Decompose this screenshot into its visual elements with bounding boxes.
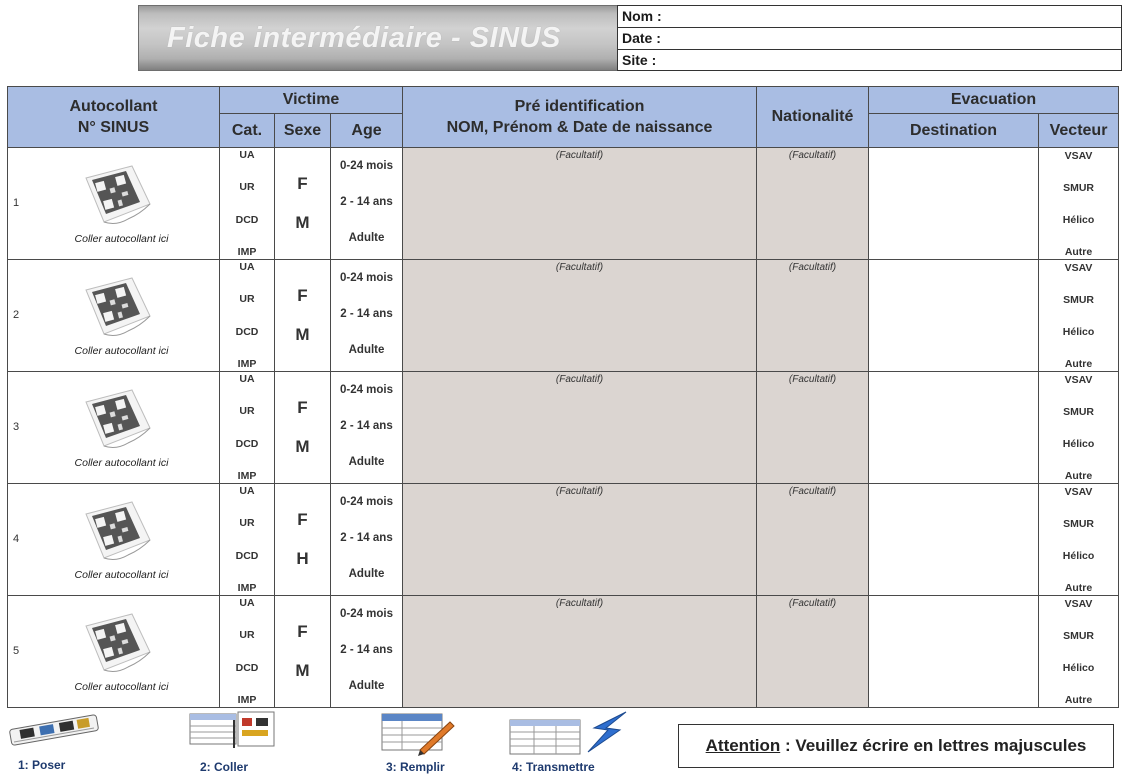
sticker-area[interactable] [24,484,219,594]
age-option[interactable]: Adulte [348,568,385,580]
destination-field[interactable] [869,484,1039,596]
nationalite-facultatif: (Facultatif) [788,598,837,609]
transmit-form-icon [508,710,632,756]
header-autocollant-line1: Autocollant [69,98,158,115]
nom-row[interactable] [618,6,1121,28]
cat-cell [220,372,275,484]
qr-sticker-icon [80,612,154,674]
vecteur-cell [1039,372,1119,484]
cat-option[interactable]: UA [239,373,255,385]
preid-field[interactable] [403,260,757,372]
age-option[interactable]: 2 - 14 ans [340,308,393,320]
cat-option[interactable]: DCD [235,325,259,338]
preid-facultatif: (Facultatif) [555,262,604,273]
preid-field[interactable] [403,596,757,708]
cat-option[interactable]: IMP [237,693,257,706]
sticker-area[interactable] [24,260,219,370]
sexe-option[interactable]: H [296,548,309,568]
nationalite-field[interactable] [757,148,869,260]
age-cell [331,372,403,484]
header-age: Age [331,114,403,148]
nationalite-facultatif: (Facultatif) [788,150,837,161]
row-number: 4 [12,533,20,545]
sticker-cell[interactable] [8,596,220,708]
cat-option[interactable]: UR [239,293,255,306]
sexe-cell [275,260,331,372]
cat-cell [220,260,275,372]
row-number: 3 [12,421,20,433]
sticker-area[interactable] [24,148,219,258]
nationalite-facultatif: (Facultatif) [788,374,837,385]
cat-option[interactable]: UR [239,181,255,194]
age-option[interactable]: 0-24 mois [339,384,394,396]
row-number: 1 [12,197,20,209]
header-autocollant-line2: N° SINUS [77,119,150,136]
cat-option[interactable]: UA [239,149,255,161]
cat-option[interactable]: DCD [235,213,259,226]
qr-sticker-icon [80,276,154,338]
preid-facultatif: (Facultatif) [555,486,604,497]
qr-sticker-icon [80,388,154,450]
header-nationalite: Nationalité [757,87,869,148]
sexe-option[interactable]: M [295,324,310,344]
age-option[interactable]: Adulte [348,680,385,692]
preid-field[interactable] [403,148,757,260]
cat-option[interactable]: UA [239,597,255,609]
sticker-caption: Coller autocollant ici [74,681,169,693]
row-number: 5 [12,645,20,657]
victims-table [7,86,1119,708]
step-poser [6,708,106,782]
row-number: 2 [12,309,20,321]
sexe-option[interactable]: F [297,397,308,417]
vecteur-cell [1039,148,1119,260]
vecteur-cell [1039,596,1119,708]
nom-field[interactable] [682,6,1121,27]
preid-field[interactable] [403,484,757,596]
step-coller [186,708,286,782]
preid-facultatif: (Facultatif) [555,598,604,609]
vecteur-option[interactable]: SMUR [1063,630,1094,642]
site-row[interactable] [618,50,1121,72]
form-title: Fiche intermédiaire - SINUS [167,22,561,54]
age-cell [331,484,403,596]
preid-field[interactable] [403,372,757,484]
cat-cell [220,148,275,260]
vecteur-option[interactable]: Autre [1064,694,1093,706]
preid-facultatif: (Facultatif) [555,150,604,161]
age-option[interactable]: 0-24 mois [339,496,394,508]
vecteur-option[interactable]: SMUR [1063,518,1094,530]
table-row [8,372,1119,484]
cat-cell [220,596,275,708]
vecteur-option[interactable]: SMUR [1063,294,1094,306]
pencil-form-icon [380,712,456,756]
destination-field[interactable] [869,148,1039,260]
date-field[interactable] [682,28,1121,49]
cat-option[interactable]: IMP [237,581,257,594]
sticker-caption: Coller autocollant ici [74,345,169,357]
step-remplir-label: 3: Remplir [386,760,445,774]
step-poser-label: 1: Poser [18,758,66,772]
nationalite-facultatif: (Facultatif) [788,262,837,273]
sexe-option[interactable]: M [295,660,310,680]
step-transmettre [508,708,634,782]
age-option[interactable]: Adulte [348,232,385,244]
site-label: Site : [622,52,657,68]
table-row [8,148,1119,260]
vecteur-option[interactable]: Hélico [1062,214,1095,226]
step-coller-label: 2: Coller [200,760,249,774]
sexe-option[interactable]: F [297,509,308,529]
vecteur-cell [1039,484,1119,596]
sexe-cell [275,148,331,260]
header-preid [403,87,757,148]
cat-option[interactable]: UR [239,405,255,418]
form-sticker-icon [188,710,280,754]
site-field[interactable] [682,50,1121,72]
cat-option[interactable]: DCD [235,437,259,450]
sexe-option[interactable]: M [295,436,310,456]
sexe-cell [275,596,331,708]
title-banner [138,5,618,71]
cat-option[interactable]: DCD [235,549,259,562]
cat-option[interactable]: UA [239,485,255,497]
age-option[interactable]: 2 - 14 ans [340,532,393,544]
header-preid-line2: NOM, Prénom & Date de naissance [446,119,713,136]
sexe-option[interactable]: F [297,621,308,641]
age-option[interactable]: 2 - 14 ans [340,644,393,656]
date-row[interactable] [618,28,1121,50]
vecteur-option[interactable]: SMUR [1063,182,1094,194]
vecteur-option[interactable]: Autre [1064,470,1093,482]
vecteur-option[interactable]: VSAV [1064,150,1093,162]
attention-label: Attention [705,736,781,755]
vecteur-option[interactable]: Autre [1064,582,1093,594]
sticker-cell[interactable] [8,260,220,372]
sexe-cell [275,372,331,484]
age-option[interactable]: Adulte [348,456,385,468]
vecteur-option[interactable]: VSAV [1064,598,1093,610]
sticker-caption: Coller autocollant ici [74,569,169,581]
table-row [8,596,1119,708]
cat-option[interactable]: IMP [237,245,257,258]
sticker-caption: Coller autocollant ici [74,457,169,469]
sticker-bracelet-icon [8,708,100,752]
age-cell [331,260,403,372]
age-option[interactable]: Adulte [348,344,385,356]
sticker-area[interactable] [24,596,219,706]
age-option[interactable]: 0-24 mois [339,608,394,620]
vecteur-option[interactable]: Hélico [1062,438,1095,450]
cat-option[interactable]: UR [239,517,255,530]
vecteur-option[interactable]: Hélico [1062,550,1095,562]
nom-label: Nom : [622,8,662,24]
vecteur-cell [1039,260,1119,372]
vecteur-option[interactable]: Autre [1064,246,1093,258]
step-transmettre-label: 4: Transmettre [512,760,595,774]
destination-field[interactable] [869,596,1039,708]
age-cell [331,596,403,708]
nationalite-field[interactable] [757,596,869,708]
sexe-option[interactable]: F [297,285,308,305]
nationalite-field[interactable] [757,260,869,372]
sticker-cell[interactable] [8,484,220,596]
age-option[interactable]: 2 - 14 ans [340,420,393,432]
table-row [8,260,1119,372]
vecteur-option[interactable]: Hélico [1062,662,1095,674]
sexe-cell [275,484,331,596]
qr-sticker-icon [80,500,154,562]
date-label: Date : [622,30,661,46]
vecteur-option[interactable]: VSAV [1064,374,1093,386]
sticker-cell[interactable] [8,148,220,260]
attention-text: : Veuillez écrire en lettres majuscules [780,736,1087,755]
cat-cell [220,484,275,596]
sticker-cell[interactable] [8,372,220,484]
header-evacuation: Evacuation [869,87,1119,114]
sticker-caption: Coller autocollant ici [74,233,169,245]
qr-sticker-icon [80,164,154,226]
vecteur-option[interactable]: Autre [1064,358,1093,370]
step-remplir [376,708,476,782]
sexe-option[interactable]: F [297,173,308,193]
table-row [8,484,1119,596]
nationalite-field[interactable] [757,484,869,596]
nationalite-facultatif: (Facultatif) [788,486,837,497]
sexe-option[interactable]: M [295,212,310,232]
age-cell [331,148,403,260]
header-preid-line1: Pré identification [514,98,645,115]
vecteur-option[interactable]: SMUR [1063,406,1094,418]
header-destination: Destination [869,114,1039,148]
header-autocollant [8,87,220,148]
header-victime: Victime [220,87,403,114]
destination-field[interactable] [869,260,1039,372]
attention-box [678,724,1114,768]
info-box [617,5,1122,71]
cat-option[interactable]: UA [239,261,255,273]
age-option[interactable]: 0-24 mois [339,272,394,284]
cat-option[interactable]: UR [239,629,255,642]
vecteur-option[interactable]: Hélico [1062,326,1095,338]
header-vecteur: Vecteur [1039,114,1119,148]
cat-option[interactable]: IMP [237,357,257,370]
vecteur-option[interactable]: VSAV [1064,262,1093,274]
nationalite-field[interactable] [757,372,869,484]
destination-field[interactable] [869,372,1039,484]
cat-option[interactable]: DCD [235,661,259,674]
header-sexe: Sexe [275,114,331,148]
cat-option[interactable]: IMP [237,469,257,482]
preid-facultatif: (Facultatif) [555,374,604,385]
header-cat: Cat. [220,114,275,148]
vecteur-option[interactable]: VSAV [1064,486,1093,498]
sticker-area[interactable] [24,372,219,482]
age-option[interactable]: 2 - 14 ans [340,196,393,208]
age-option[interactable]: 0-24 mois [339,160,394,172]
